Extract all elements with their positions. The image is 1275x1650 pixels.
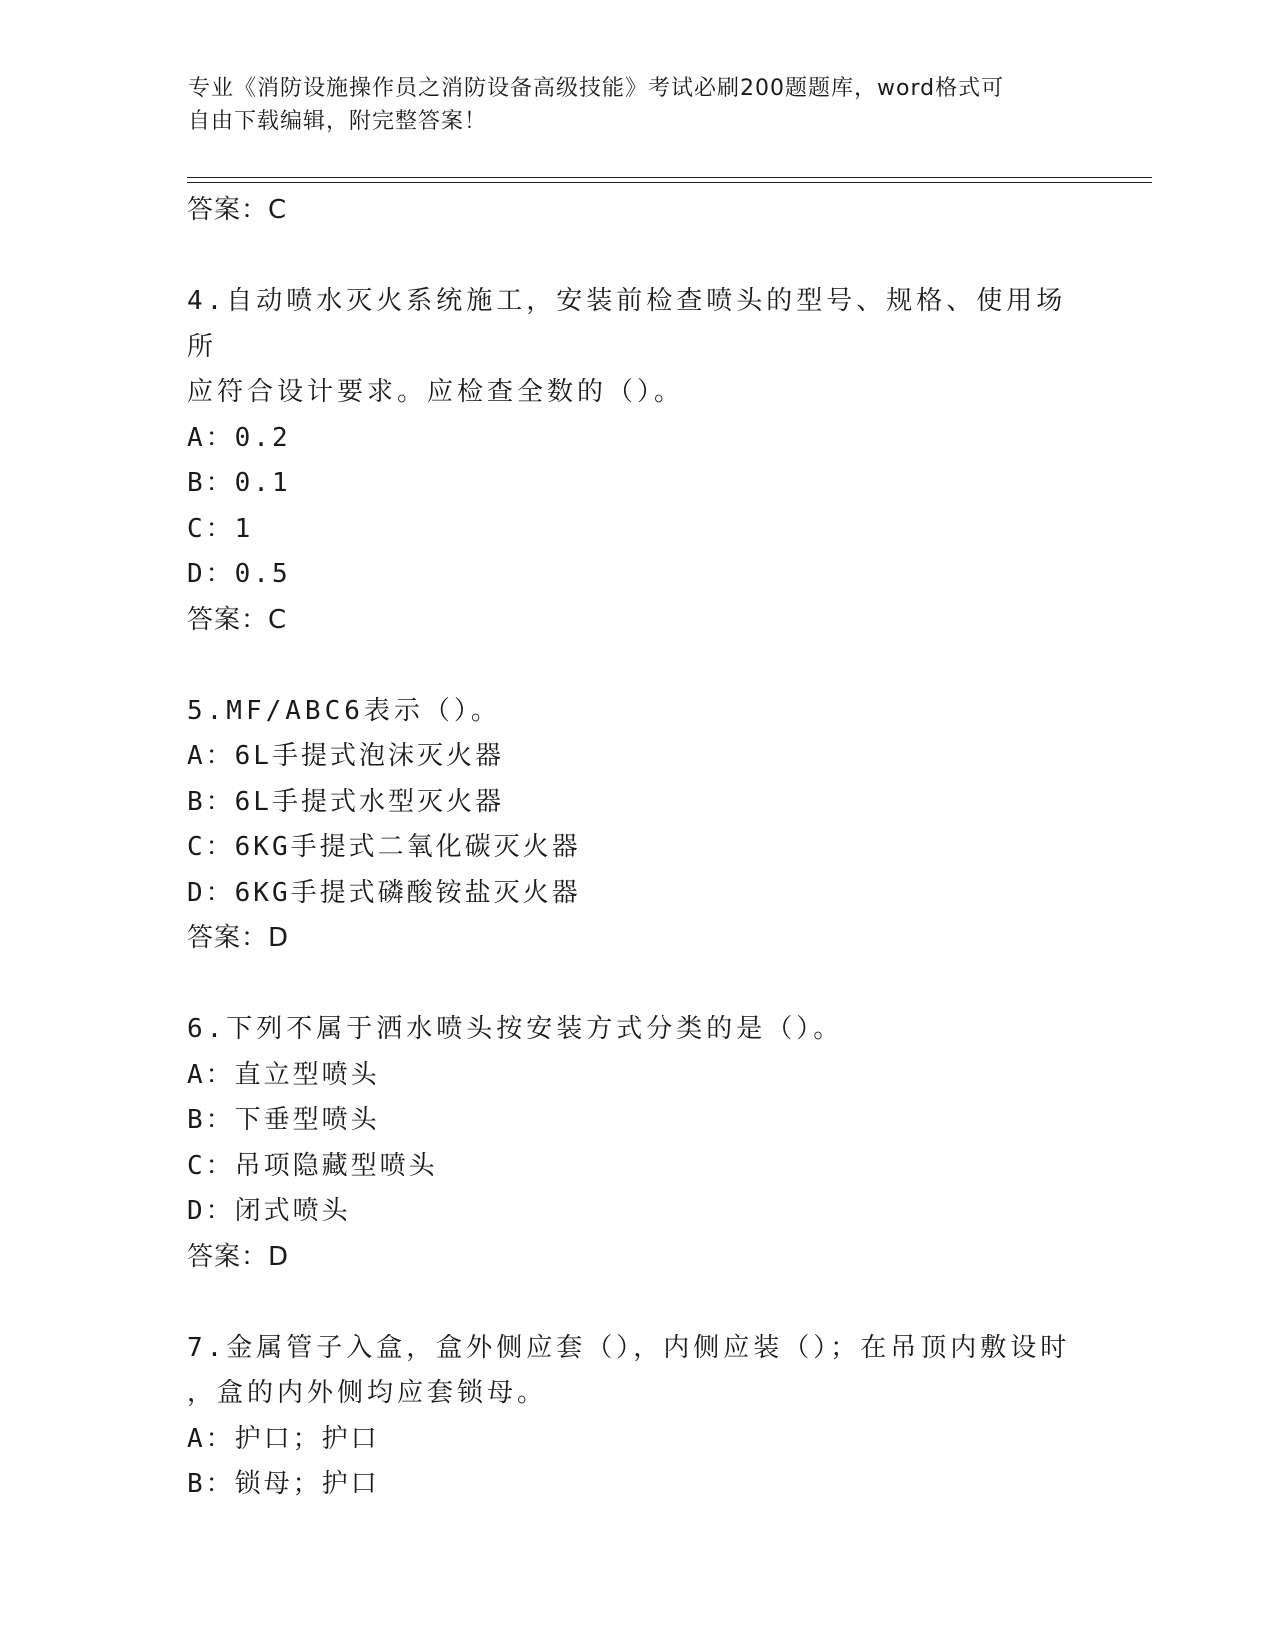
page-header: [188, 72, 1068, 138]
question-text-line: 7.金属管子入盒，盒外侧应套（），内侧应装（）；在吊顶内敷设时: [187, 1332, 1071, 1363]
question-text-line: 应符合设计要求。应检查全数的（）。: [187, 377, 685, 407]
option-c: C：6KG手提式二氧化碳灭火器: [187, 832, 581, 862]
option-b: B：下垂型喷头: [187, 1105, 380, 1135]
question-text: [187, 1326, 1087, 1417]
option-b: B：锁母；护口: [187, 1469, 380, 1499]
option-d: D：0.5: [187, 559, 291, 589]
header-divider-top: [187, 177, 1152, 178]
option-b: B：6L手提式水型灭火器: [187, 786, 504, 817]
document-body: [187, 188, 1087, 1554]
header-divider-bottom: [187, 182, 1152, 183]
question-text-line: 5.MF/ABC6表示（）。: [187, 695, 501, 726]
question-text-line: ，盒的内外侧均应套锁母。: [187, 1378, 548, 1408]
question-text-line: 6.下列不属于洒水喷头按安装方式分类的是（）。: [187, 1014, 844, 1044]
option-a: A：直立型喷头: [187, 1059, 380, 1090]
question-4: [187, 279, 1087, 643]
answer: 答案：C: [187, 604, 288, 635]
option-a: A：护口；护口: [187, 1423, 380, 1454]
option-b: B：0.1: [187, 468, 291, 498]
question-text: [187, 1007, 1087, 1053]
question-text-line: 4.自动喷水灭火系统施工，安装前检查喷头的型号、规格、使用场所: [187, 286, 1067, 362]
option-d: D：闭式喷头: [187, 1196, 351, 1226]
answer: 答案：D: [187, 923, 290, 953]
option-c: C：吊项隐藏型喷头: [187, 1150, 438, 1181]
header-title-line-2: 自由下载编辑，附完整答案！: [188, 109, 488, 134]
header-title-line-1: 专业《消防设施操作员之消防设备高级技能》考试必刷200题题库，word格式可: [188, 76, 1005, 101]
previous-answer: 答案：C: [187, 195, 288, 225]
question-7: [187, 1326, 1087, 1508]
question-text: [187, 279, 1087, 416]
answer: 答案：D: [187, 1241, 290, 1272]
question-text: [187, 689, 1087, 735]
question-6: [187, 1007, 1087, 1280]
option-a: A：0.2: [187, 422, 291, 453]
option-c: C：1: [187, 513, 254, 544]
option-d: D：6KG手提式磷酸铵盐灭火器: [187, 877, 581, 908]
option-a: A：6L手提式泡沫灭火器: [187, 741, 504, 771]
question-5: [187, 689, 1087, 962]
